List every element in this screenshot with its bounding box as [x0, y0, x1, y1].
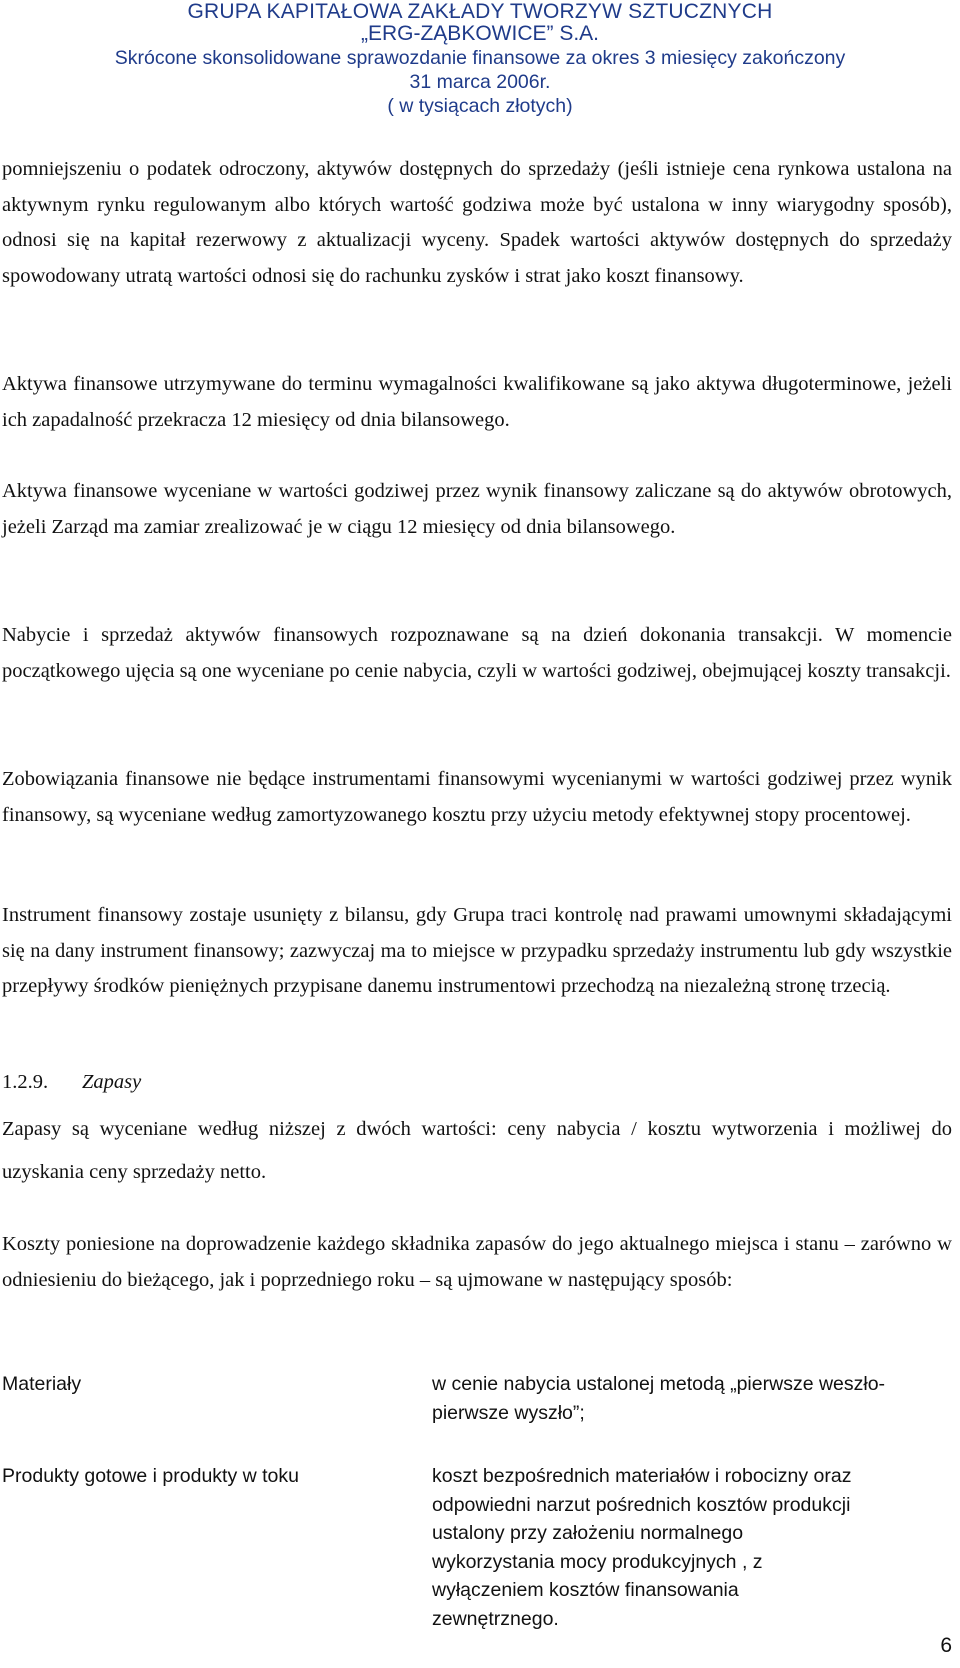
company-name: „ERG-ZĄBKOWICE” S.A. [360, 22, 599, 45]
report-subtitle: Skrócone skonsolidowane sprawozdanie finansowe za okres 3 miesięcy zakończony [114, 47, 846, 69]
report-date: 31 marca 2006r. [409, 71, 551, 93]
paragraph-available-for-sale: pomniejszeniu o podatek odroczony, aktywów dostępnych do sprzedaży (jeśli istnieje cena rynkowa ustalona na aktywnym rynku regulowanym albo których wartość godziwa może być ustalona w inny wiarygodny sposób), odnosi się na kapitał rezerwowy z aktualizacji wyceny. Spadek wartości aktywów dostępnych do sprzedaży spowodowany utratą wartości odnosi się do rachunku zysków i strat jako koszt finansowy. [2, 158, 952, 287]
paragraph-financial-liabilities: Zobowiązania finansowe nie będące instrumentami finansowymi wycenianymi w wartości godziwej przez wynik finansowy, są wyceniane według zamortyzowanego kosztu przy użyciu metody efektywnej stopy procentowej. [2, 768, 952, 826]
section-heading-inventory [2, 1066, 141, 1098]
table-label-materials: Materiały [2, 1373, 82, 1395]
report-group-title: GRUPA KAPITAŁOWA ZAKŁADY TWORZYW SZTUCZNYCH [187, 0, 773, 23]
table-desc-line: pierwsze wyszło”; [432, 1401, 585, 1424]
table-desc-line: zewnętrznego. [432, 1607, 559, 1630]
paragraph-derecognition: Instrument finansowy zostaje usunięty z bilansu, gdy Grupa traci kontrolę nad prawami umownymi składającymi się na dany instrument finansowy; zazwyczaj ma to miejsce w przypadku sprzedaży instrumentu lub gdy wszystkie przepływy środków pieniężnych przypisane danemu instrumentowi przechodzą na niezależną stronę trzecią. [2, 904, 952, 997]
paragraph-held-to-maturity: Aktywa finansowe utrzymywane do terminu wymagalności kwalifikowane są jako aktywa długoterminowe, jeżeli ich zapadalność przekracza 12 miesięcy od dnia bilansowego. [2, 373, 952, 431]
table-desc-line: wykorzystania mocy produkcyjnych , z [432, 1550, 763, 1573]
page-number: 6 [940, 1634, 952, 1657]
table-desc-line: ustalony przy założeniu normalnego [432, 1522, 744, 1544]
table-desc-line: wyłączeniem kosztów finansowania [432, 1579, 739, 1601]
paragraph-inventory-costs: Koszty poniesione na doprowadzenie każdego składnika zapasów do jego aktualnego miejsca i stanu – zarówno w odniesieniu do bieżącego, jak i poprzedniego roku – są ujmowane w następujący sposób: [2, 1233, 952, 1291]
paragraph-fair-value-assets: Aktywa finansowe wyceniane w wartości godziwej przez wynik finansowy zaliczane są do aktywów obrotowych, jeżeli Zarząd ma zamiar zrealizować je w ciągu 12 miesięcy od dnia bilansowego. [2, 480, 952, 538]
table-desc-materials [432, 1370, 952, 1427]
section-number: 1.2.9. [2, 1071, 49, 1093]
table-desc-line: w cenie nabycia ustalonej metodą „pierwsze weszło- [432, 1373, 886, 1395]
section-title: Zapasy [82, 1071, 142, 1093]
table-desc-finished-products [432, 1462, 952, 1633]
paragraph-inventory-valuation: Zapasy są wyceniane według niższej z dwóch wartości: ceny nabycia / kosztu wytworzenia i możliwej do uzyskania ceny sprzedaży netto. [2, 1118, 952, 1183]
table-desc-line: koszt bezpośrednich materiałów i robocizny oraz [432, 1465, 852, 1487]
table-label-finished-products: Produkty gotowe i produkty w toku [2, 1465, 299, 1487]
table-desc-line: odpowiedni narzut pośrednich kosztów produkcji [432, 1493, 851, 1516]
currency-unit-note: ( w tysiącach złotych) [387, 95, 573, 117]
paragraph-purchase-sale: Nabycie i sprzedaż aktywów finansowych rozpoznawane są na dzień dokonania transakcji. W momencie początkowego ujęcia są one wyceniane po cenie nabycia, czyli w wartości godziwej, obejmującej koszty transakcji. [2, 624, 952, 682]
